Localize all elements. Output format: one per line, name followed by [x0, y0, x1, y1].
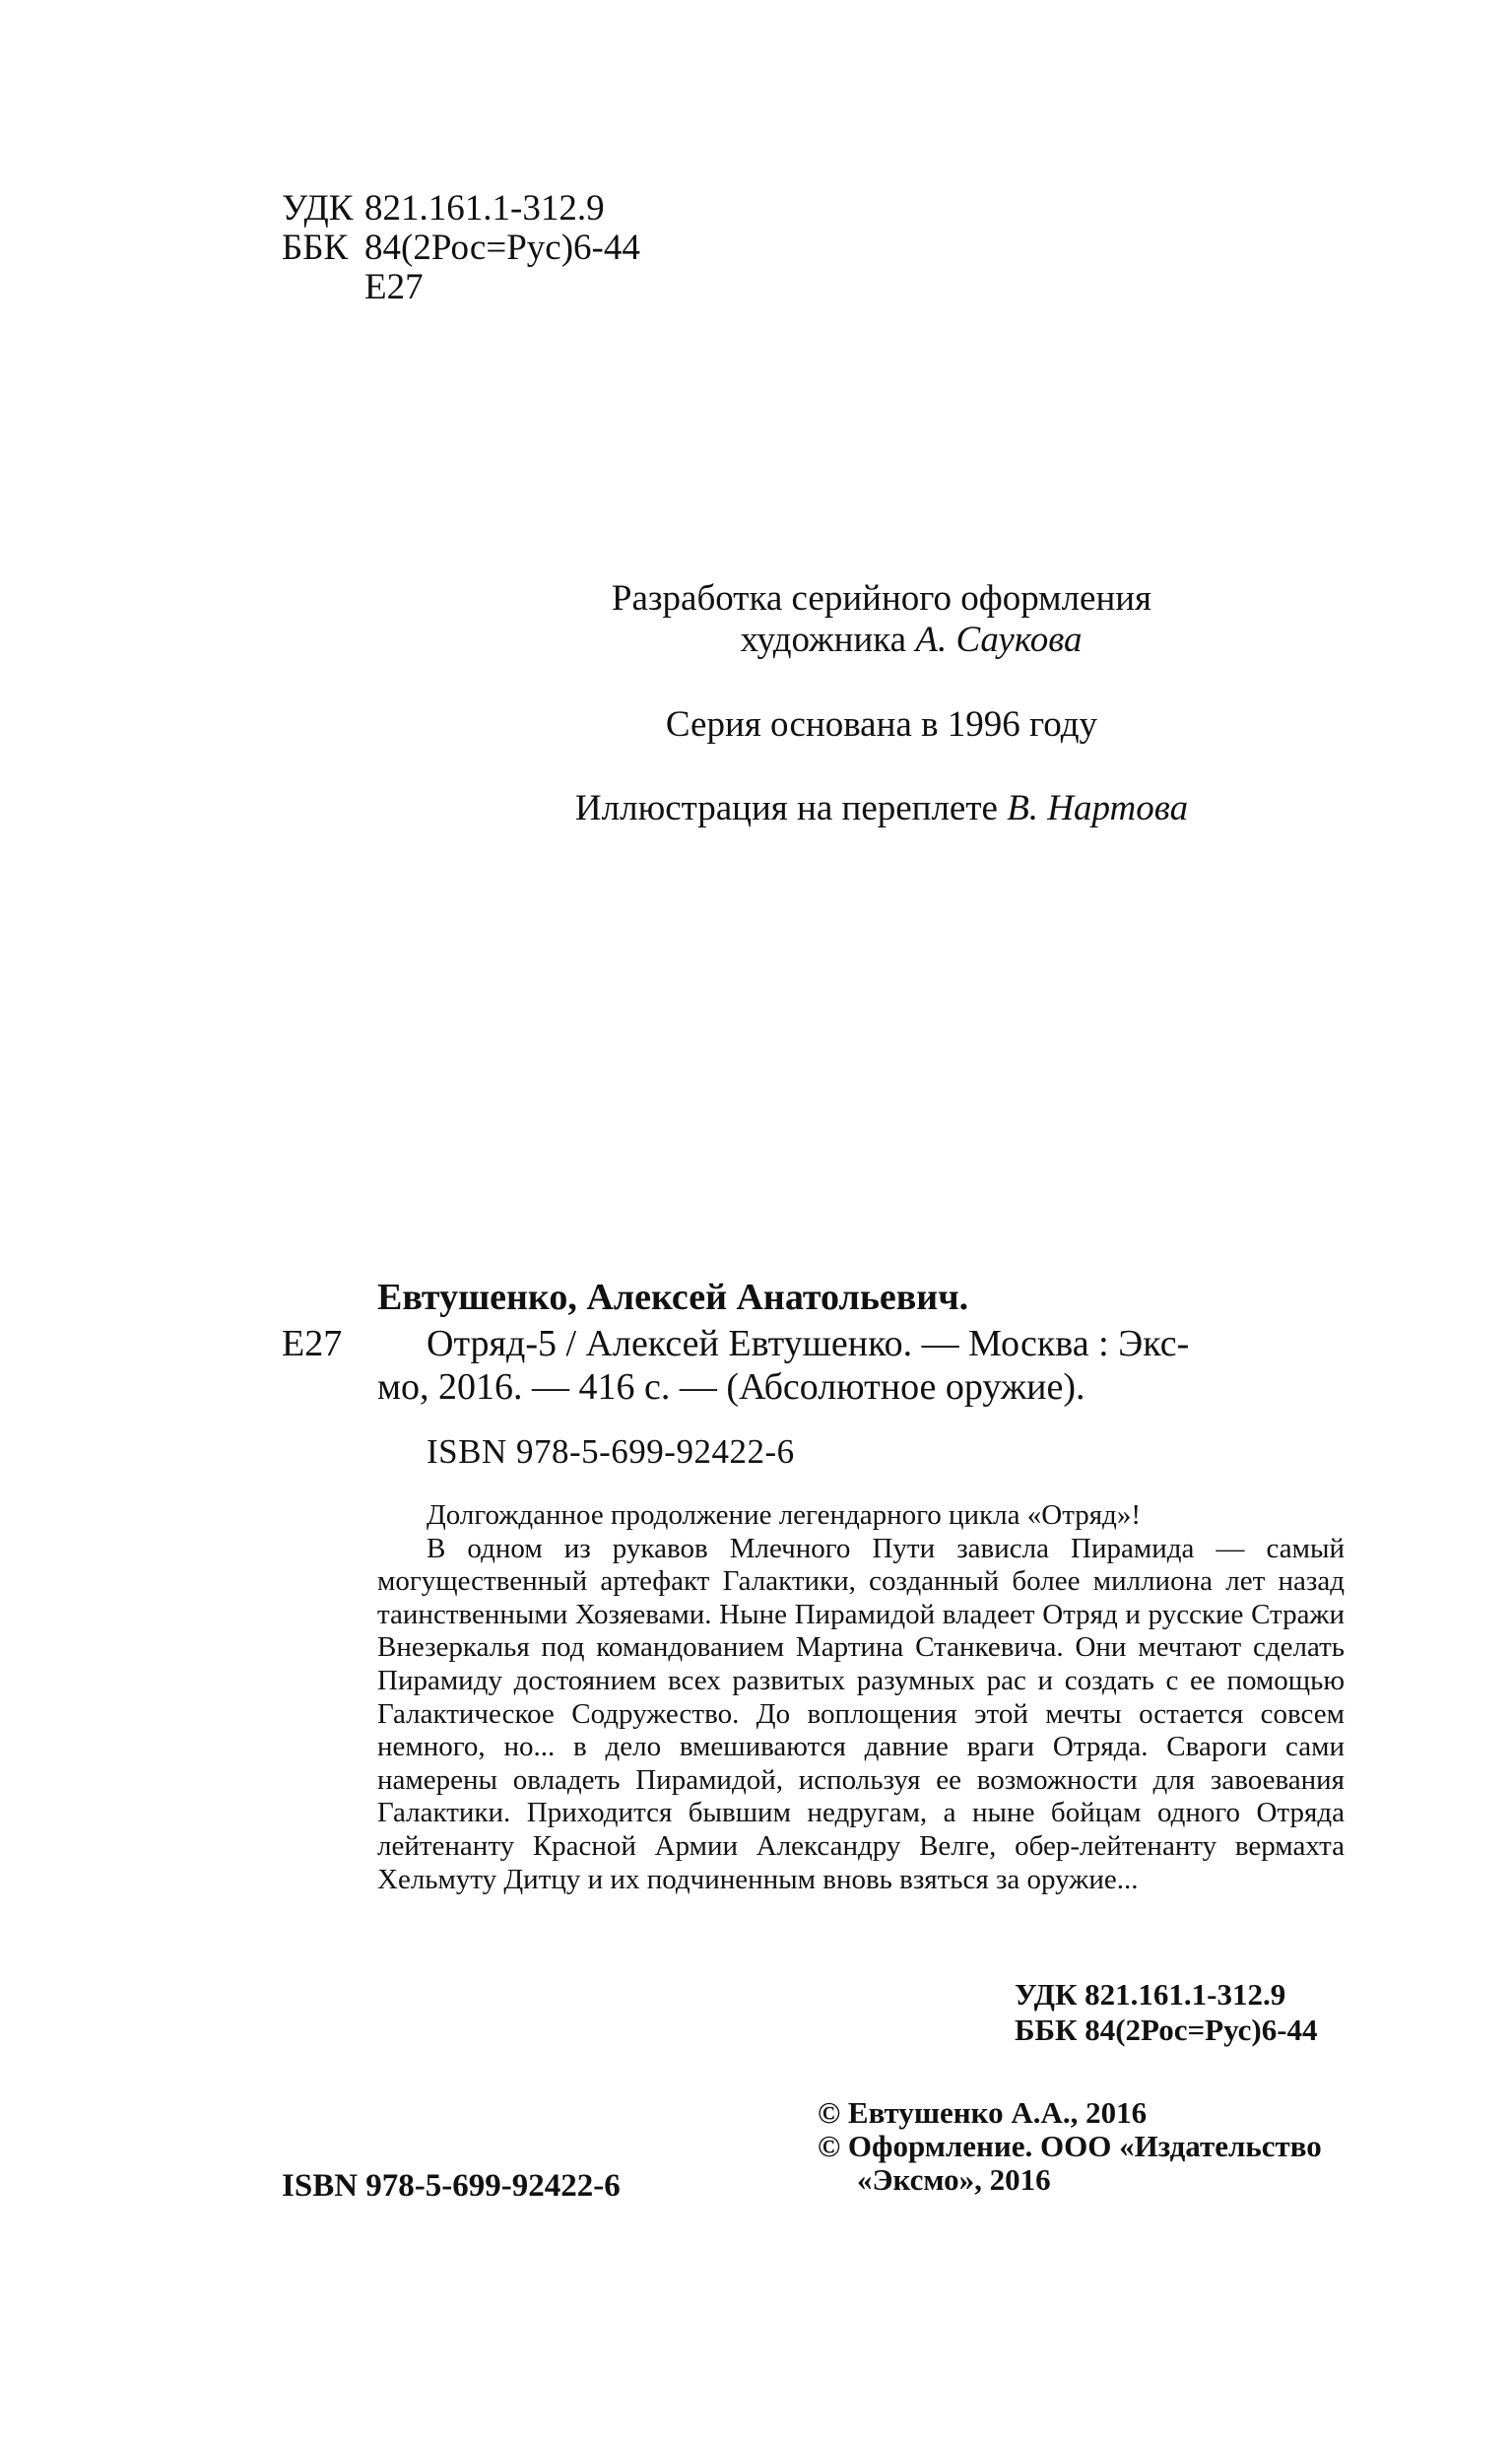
series-founded: Серия основана в 1996 году — [665, 704, 1098, 745]
illustration-prefix: Иллюстрация на переплете — [574, 788, 1008, 828]
description-line-1: Отряд-5 / Алексей Евтушенко. — Москва : Экс- — [427, 1323, 1190, 1364]
isbn-top: ISBN 978-5-699-92422-6 — [427, 1432, 795, 1471]
isbn-bottom: ISBN 978-5-699-92422-6 — [282, 2168, 621, 2204]
annotation-paragraph: В одном из рукавов Млечного Пути зависла Пирамида — самый могущественный артефакт Галактики, созданный более миллиона лет назад таинственными Хозяевами. Ныне Пирамидой владеет Отряд и русские Стражи Внезеркалья под командованием Мартина Станкевича. Они мечтают сделать Пирамиду достоянием всех развитых разумных рас и создать с ее помощью Галактическое Содружество. До воплощения этой мечты остается совсем немного, но... в дело вмешиваются давние враги Отряда. Свароги сами намерены овладеть Пирамидой, используя ее возможности для завоевания Галактики. Приходится бывшим недругам, а ныне бойцам одного Отряда лейтенанту Красной Армии Александру Велге, обер-лейтенанту вермахта Хельмуту Дитцу и их подчиненным вновь взяться за оружие... — [377, 1532, 1345, 1895]
bbk-bottom: ББК 84(2Рос=Рус)6-44 — [1015, 2013, 1318, 2047]
design-line-1: Разработка серийного оформления — [611, 578, 1152, 619]
illustration-credit — [453, 788, 1310, 829]
design-artist: А. Саукова — [915, 620, 1083, 660]
series-design-credit — [453, 578, 1310, 661]
udk-row — [282, 189, 640, 229]
udk-bottom: УДК 821.161.1-312.9 — [1015, 1977, 1286, 2012]
design-prefix: художника — [740, 620, 916, 660]
udk-label: УДК — [282, 188, 354, 229]
copyright-design: © Оформление. ООО «Издательство — [818, 2129, 1322, 2163]
annotation-paragraph: Долгожданное продолжение легендарного цикла «Отряд»! — [427, 1499, 1141, 1531]
bibliographic-code: Е27 — [282, 1323, 343, 1364]
classification-block-bottom — [1015, 1977, 1318, 2048]
copyright-design-cont: «Эксмо», 2016 — [857, 2162, 1051, 2197]
copyright-block — [818, 2096, 1349, 2197]
author-mark: Е27 — [364, 267, 424, 307]
bbk-label: ББК — [282, 228, 349, 268]
author-heading: Евтушенко, Алексей Анатольевич. — [377, 1277, 969, 1318]
udk-value: 821.161.1-312.9 — [364, 188, 605, 229]
copyright-author: © Евтушенко А.А., 2016 — [818, 2095, 1148, 2130]
description-line-2: мо, 2016. — 416 с. — (Абсолютное оружие). — [377, 1366, 1085, 1408]
bibliographic-description — [377, 1322, 1345, 1409]
bbk-value: 84(2Рос=Рус)6-44 — [364, 228, 640, 268]
classification-block-top — [282, 189, 640, 307]
bbk-row — [282, 229, 640, 268]
design-line-2 — [453, 620, 1310, 661]
annotation — [377, 1499, 1345, 1896]
illustration-artist: В. Нартова — [1007, 788, 1189, 828]
